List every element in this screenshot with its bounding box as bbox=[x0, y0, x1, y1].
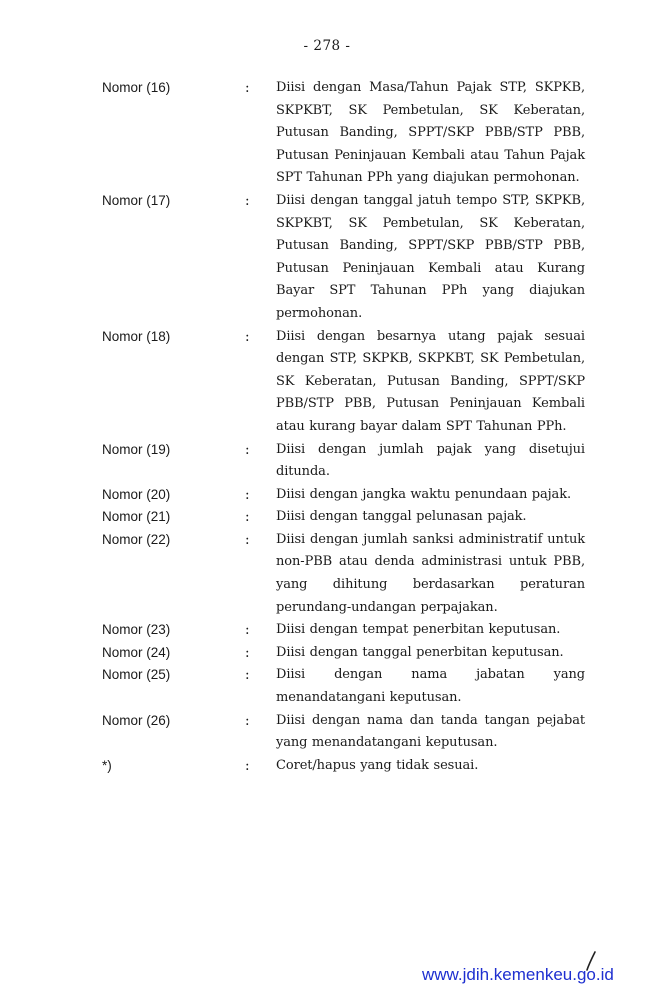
entry-colon: : bbox=[245, 441, 250, 458]
entry-description: Diisi dengan nama jabatan yang menandatangani keputusan. bbox=[276, 667, 585, 706]
entry-24 bbox=[0, 642, 654, 665]
entry-21 bbox=[0, 506, 654, 529]
entry-label: Nomor (19) bbox=[102, 441, 171, 457]
entry-description: Diisi dengan tempat penerbitan keputusan. bbox=[276, 622, 561, 638]
entry-colon: : bbox=[245, 757, 250, 774]
entry-label: Nomor (22) bbox=[102, 531, 171, 547]
entry-description: Diisi dengan jangka waktu penundaan pajak. bbox=[276, 486, 572, 502]
entry-description: Diisi dengan Masa/Tahun Pajak STP, SKPKB, SKPKBT, SK Pembetulan, SK Keberatan, Putusan Banding, SPPT/SKP PBB/STP PBB, Putusan Peninjauan Kembali atau Tahun Pajak SPT Tahunan PPh yang diajukan permohonan. bbox=[276, 80, 585, 186]
entry-17 bbox=[0, 190, 654, 326]
entry-list bbox=[0, 77, 654, 777]
entry-label: Nomor (16) bbox=[102, 80, 171, 95]
entry-label: Nomor (18) bbox=[102, 328, 171, 344]
entry-colon: : bbox=[245, 509, 250, 526]
entry-description: Coret/hapus yang tidak sesuai. bbox=[276, 757, 479, 773]
entry-23 bbox=[0, 619, 654, 642]
entry-colon: : bbox=[245, 712, 250, 729]
entry-colon: : bbox=[245, 667, 250, 684]
entry-description: Diisi dengan tanggal jatuh tempo STP, SKPKB, SKPKBT, SK Pembetulan, SK Keberatan, Putusan Banding, SPPT/SKP PBB/STP PBB, Putusan Peninjauan Kembali atau Kurang Bayar SPT Tahunan PPh yang diajukan permohonan. bbox=[276, 192, 585, 321]
entry-label: Nomor (21) bbox=[102, 509, 171, 525]
entry-label: Nomor (17) bbox=[102, 192, 171, 208]
entry-description: Diisi dengan besarnya utang pajak sesuai dengan STP, SKPKB, SKPKBT, SK Pembetulan, SK Keberatan, Putusan Banding, SPPT/SKP PBB/STP PBB, Putusan Peninjauan Kembali atau kurang bayar dalam SPT Tahunan PPh. bbox=[276, 328, 585, 434]
entry-colon: : bbox=[245, 192, 250, 209]
entry-16 bbox=[0, 77, 654, 190]
entry-colon: : bbox=[245, 328, 250, 345]
entry-26 bbox=[0, 710, 654, 755]
entry-label: Nomor (24) bbox=[102, 644, 171, 660]
entry-colon: : bbox=[245, 622, 250, 639]
entry-22 bbox=[0, 529, 654, 619]
entry-label: Nomor (23) bbox=[102, 622, 171, 638]
entry-description: Diisi dengan tanggal pelunasan pajak. bbox=[276, 509, 527, 525]
entry-label: Nomor (20) bbox=[102, 486, 171, 502]
entry-25 bbox=[0, 664, 654, 709]
entry-colon: : bbox=[245, 486, 250, 503]
entry-20 bbox=[0, 484, 654, 507]
entry-19 bbox=[0, 439, 654, 484]
entry-colon: : bbox=[245, 644, 250, 661]
entry-colon: : bbox=[245, 531, 250, 548]
watermark-link[interactable]: www.jdih.kemenkeu.go.id bbox=[422, 965, 614, 984]
page-number: - 278 - bbox=[303, 38, 351, 54]
entry-description: Diisi dengan nama dan tanda tangan pejabat yang menandatangani keputusan. bbox=[276, 712, 585, 751]
entry-description: Diisi dengan jumlah pajak yang disetujui ditunda. bbox=[276, 441, 585, 480]
entry-label: Nomor (26) bbox=[102, 712, 171, 728]
entry-label: Nomor (25) bbox=[102, 667, 171, 683]
entry-colon: : bbox=[245, 80, 250, 96]
entry-label: *) bbox=[102, 757, 112, 773]
entry-footnote bbox=[0, 755, 654, 778]
entry-18 bbox=[0, 326, 654, 439]
entry-description: Diisi dengan tanggal penerbitan keputusan. bbox=[276, 644, 564, 660]
entry-description: Diisi dengan jumlah sanksi administratif untuk non-PBB atau denda administrasi untuk PBB, yang dihitung berdasarkan peraturan perundang-undangan perpajakan. bbox=[276, 531, 585, 615]
